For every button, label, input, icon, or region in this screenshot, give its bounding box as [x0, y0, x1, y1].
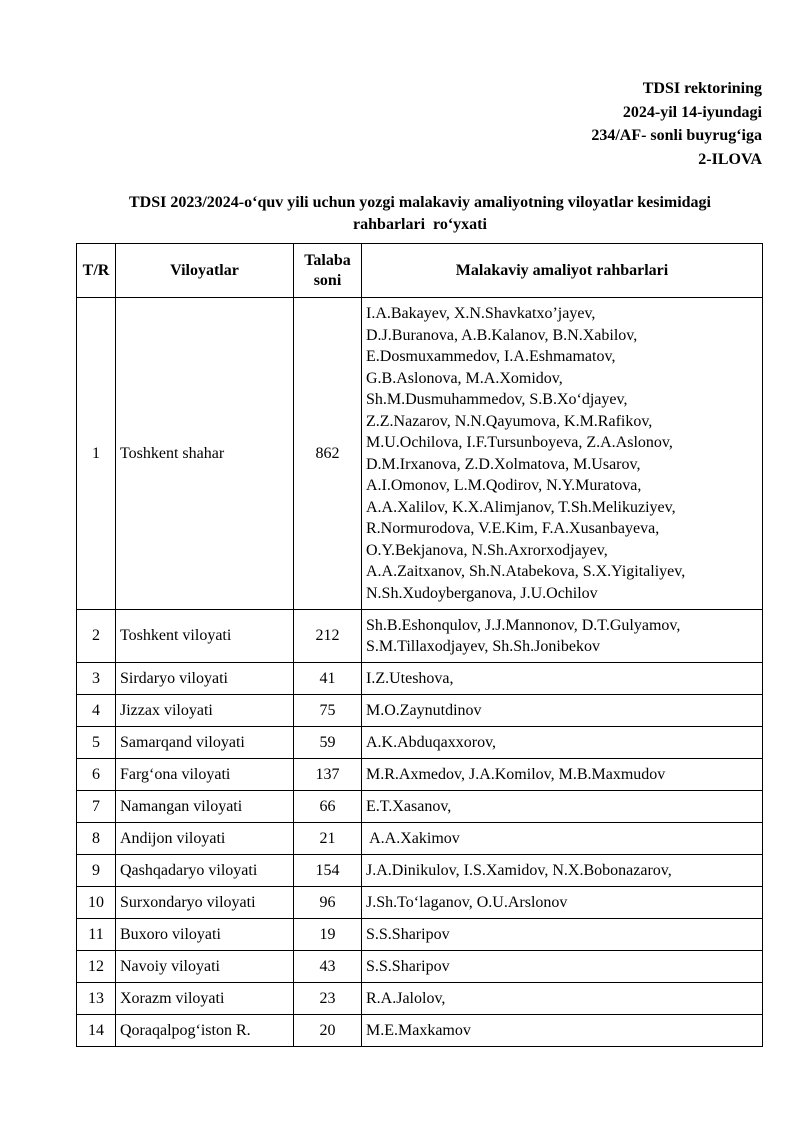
- row-number: 8: [77, 823, 116, 855]
- row-leaders: R.A.Jalolov,: [362, 983, 763, 1015]
- column-header-region: Viloyatlar: [116, 244, 294, 298]
- row-leaders: M.R.Axmedov, J.A.Komilov, M.B.Maxmudov: [362, 759, 763, 791]
- row-student-count: 43: [294, 951, 362, 983]
- header-line-rector: TDSI rektorining: [642, 80, 762, 97]
- row-region: Samarqand viloyati: [116, 727, 294, 759]
- title-line-2: rahbarlari ro‘yxati: [353, 216, 487, 233]
- table-row: [77, 727, 763, 759]
- table-row: [77, 823, 763, 855]
- row-student-count: 20: [294, 1015, 362, 1047]
- row-student-count: 23: [294, 983, 362, 1015]
- document-title: [70, 192, 770, 236]
- column-header-count-line2: soni: [313, 271, 342, 289]
- row-leaders: M.E.Maxkamov: [362, 1015, 763, 1047]
- table-row: [77, 887, 763, 919]
- row-leaders: [362, 610, 763, 663]
- leaders-line: R.Normurodova, V.E.Kim, F.A.Xusanbayeva,: [366, 520, 660, 537]
- leaders-line: G.B.Aslonova, M.A.Xomidov,: [366, 369, 563, 387]
- leaders-line: Sh.M.Dusmuhammedov, S.B.Xo‘djayev,: [366, 391, 628, 408]
- row-region: Qoraqalpog‘iston R.: [116, 1015, 294, 1047]
- row-number: 9: [77, 855, 116, 887]
- row-student-count: 66: [294, 791, 362, 823]
- row-student-count: 75: [294, 695, 362, 727]
- row-leaders: S.S.Sharipov: [362, 951, 763, 983]
- row-leaders: [362, 298, 763, 610]
- row-leaders: M.O.Zaynutdinov: [362, 695, 763, 727]
- row-number: 6: [77, 759, 116, 791]
- leaders-line: S.M.Tillaxodjayev, Sh.Sh.Jonibekov: [366, 638, 600, 655]
- table-row: [77, 791, 763, 823]
- row-number: 5: [77, 727, 116, 759]
- leaders-line: M.U.Ochilova, I.F.Tursunboyeva, Z.A.Aslonov,: [366, 434, 673, 451]
- row-leaders: A.A.Xakimov: [362, 823, 763, 855]
- row-number: 13: [77, 983, 116, 1015]
- row-student-count: 862: [294, 298, 362, 610]
- table-row: [77, 663, 763, 695]
- leaders-line: A.A.Zaitxanov, Sh.N.Atabekova, S.X.Yigitaliyev,: [366, 563, 686, 580]
- row-leaders: J.Sh.To‘laganov, O.U.Arslonov: [362, 887, 763, 919]
- table-row: [77, 983, 763, 1015]
- row-student-count: 19: [294, 919, 362, 951]
- table-row: [77, 1015, 763, 1047]
- row-number: 2: [77, 610, 116, 663]
- row-region: Xorazm viloyati: [116, 983, 294, 1015]
- row-region: Andijon viloyati: [116, 823, 294, 855]
- row-student-count: 21: [294, 823, 362, 855]
- row-number: 7: [77, 791, 116, 823]
- row-leaders: S.S.Sharipov: [362, 919, 763, 951]
- row-number: 14: [77, 1015, 116, 1047]
- row-region: Sirdaryo viloyati: [116, 663, 294, 695]
- leaders-line: A.A.Xalilov, K.X.Alimjanov, T.Sh.Melikuziyev,: [366, 498, 676, 516]
- table-row: [77, 298, 763, 610]
- table-row: [77, 951, 763, 983]
- row-number: 10: [77, 887, 116, 919]
- row-leaders: A.K.Abduqaxxorov,: [362, 727, 763, 759]
- row-region: Surxondaryo viloyati: [116, 887, 294, 919]
- leaders-line: A.I.Omonov, L.M.Qodirov, N.Y.Muratova,: [366, 477, 642, 494]
- table-row: [77, 610, 763, 663]
- row-region: Namangan viloyati: [116, 791, 294, 823]
- leaders-line: Z.Z.Nazarov, N.N.Qayumova, K.M.Rafikov,: [366, 412, 653, 430]
- row-region: Buxoro viloyati: [116, 919, 294, 951]
- row-student-count: 137: [294, 759, 362, 791]
- column-header-tr: T/R: [77, 244, 116, 298]
- row-number: 1: [77, 298, 116, 610]
- table-row: [77, 919, 763, 951]
- row-region: Qashqadaryo viloyati: [116, 855, 294, 887]
- header-line-date: 2024-yil 14-iyundagi: [622, 103, 762, 121]
- header-line-order-number: 234/AF- sonli buyrug‘iga: [591, 127, 762, 144]
- column-header-student-count: [294, 244, 362, 298]
- supervisors-table: [76, 243, 763, 1047]
- row-number: 12: [77, 951, 116, 983]
- leaders-line: D.M.Irxanova, Z.D.Xolmatova, M.Usarov,: [366, 455, 641, 473]
- leaders-line: Sh.B.Eshonqulov, J.J.Mannonov, D.T.Gulyamov,: [366, 616, 681, 634]
- row-region: Toshkent shahar: [116, 298, 294, 610]
- leaders-line: N.Sh.Xudoyberganova, J.U.Ochilov: [366, 584, 598, 602]
- leaders-line: I.A.Bakayev, X.N.Shavkatxo’jayev,: [366, 305, 596, 322]
- row-number: 11: [77, 919, 116, 951]
- table-row: [77, 695, 763, 727]
- leaders-line: O.Y.Bekjanova, N.Sh.Axrorxodjayev,: [366, 541, 608, 559]
- row-leaders: I.Z.Uteshova,: [362, 663, 763, 695]
- row-region: Jizzax viloyati: [116, 695, 294, 727]
- leaders-line: D.J.Buranova, A.B.Kalanov, B.N.Xabilov,: [366, 326, 638, 344]
- column-header-leaders: Malakaviy amaliyot rahbarlari: [362, 244, 763, 298]
- column-header-count-line1: Talaba: [304, 251, 351, 269]
- table-header-row: [77, 244, 763, 298]
- row-student-count: 41: [294, 663, 362, 695]
- table-row: [77, 759, 763, 791]
- title-line-1: TDSI 2023/2024-o‘quv yili uchun yozgi malakaviy amaliyotning viloyatlar kesimidagi: [129, 194, 711, 211]
- row-student-count: 59: [294, 727, 362, 759]
- leaders-line: E.Dosmuxammedov, I.A.Eshmamatov,: [366, 348, 616, 365]
- row-number: 3: [77, 663, 116, 695]
- header-line-appendix: 2-ILOVA: [698, 150, 762, 168]
- row-region: Farg‘ona viloyati: [116, 759, 294, 791]
- order-reference-block: [591, 77, 762, 171]
- table-row: [77, 855, 763, 887]
- row-student-count: 96: [294, 887, 362, 919]
- row-student-count: 212: [294, 610, 362, 663]
- row-region: Navoiy viloyati: [116, 951, 294, 983]
- row-number: 4: [77, 695, 116, 727]
- row-leaders: J.A.Dinikulov, I.S.Xamidov, N.X.Bobonazarov,: [362, 855, 763, 887]
- row-leaders: E.T.Xasanov,: [362, 791, 763, 823]
- row-student-count: 154: [294, 855, 362, 887]
- row-region: Toshkent viloyati: [116, 610, 294, 663]
